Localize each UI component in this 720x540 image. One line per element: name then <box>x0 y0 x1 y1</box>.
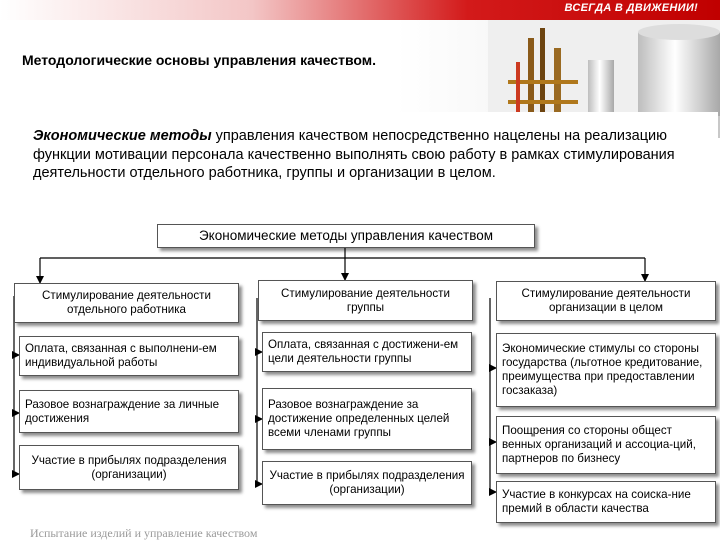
head-group: Стимулирование деятельности группы <box>258 280 473 321</box>
intro-text: управления качеством непосредственно нацелены на реализацию функции мотивации персонала качественно выполнять свою работу в рамках стимулирования деятельности отдельного работника, группы и организации в целом. <box>33 128 675 181</box>
item-org-2: Поощрения со стороны общест венных организаций и ассоциа-ций, партнеров по бизнесу <box>496 416 716 474</box>
item-org-3: Участие в конкурсах на соиска-ние премий в области качества <box>496 481 716 523</box>
footer-text: Испытание изделий и управление качеством <box>30 526 258 540</box>
item-worker-2: Разовое вознаграждение за личные достижения <box>19 390 239 433</box>
item-group-3: Участие в прибылях подразделения (организации) <box>262 461 472 505</box>
item-org-1: Экономические стимулы со стороны государства (льготное кредитование, преимущества при предоставлении госзаказа) <box>496 333 716 407</box>
item-group-1: Оплата, связанная с достижени-ем цели деятельности группы <box>262 332 472 372</box>
root-label: Экономические методы управления качеством <box>198 228 494 243</box>
root-box <box>157 224 535 248</box>
slide-title: Методологические основы управления качеством. <box>22 52 376 68</box>
item-worker-3: Участие в прибылях подразделения (организации) <box>19 445 239 490</box>
item-worker-1: Оплата, связанная с выполнени-ем индивидуальной работы <box>19 336 239 376</box>
head-org: Стимулирование деятельности организации в целом <box>496 281 716 321</box>
item-group-2: Разовое вознаграждение за достижение определенных целей всеми членами группы <box>262 388 472 450</box>
slogan: ВСЕГДА В ДВИЖЕНИИ! <box>564 2 698 14</box>
head-worker: Стимулирование деятельности отдельного работника <box>14 283 239 323</box>
intro-emphasis: Экономические методы <box>33 128 212 144</box>
